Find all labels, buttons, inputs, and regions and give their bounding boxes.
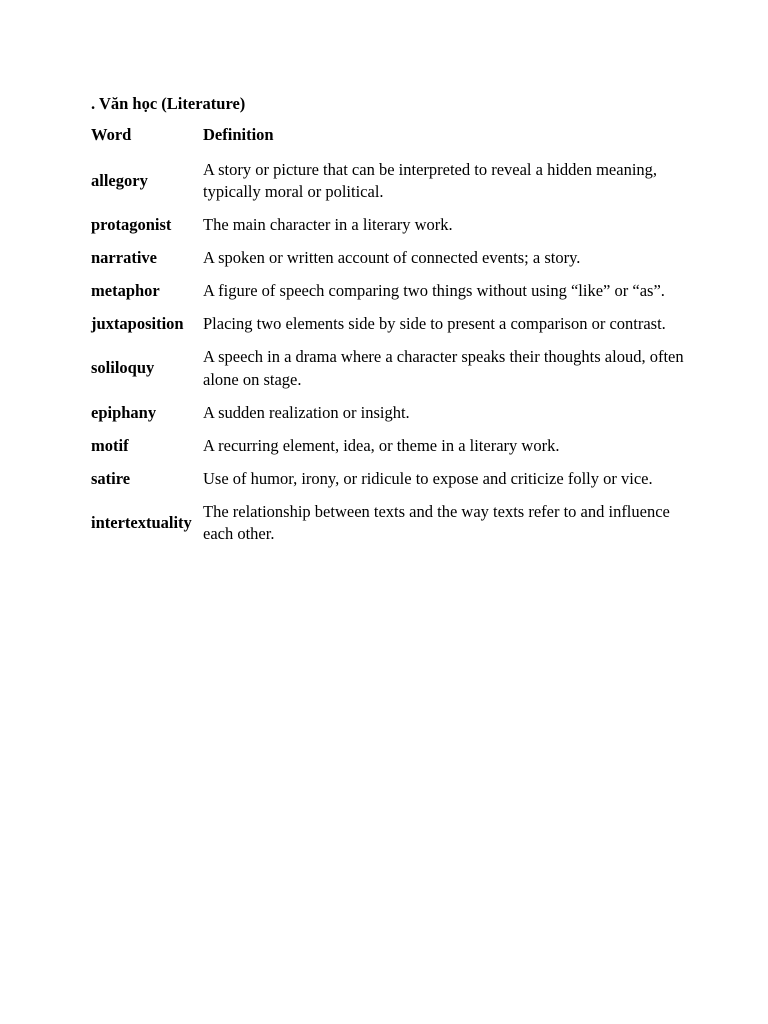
table-row [91, 154, 685, 210]
table-row [91, 496, 685, 552]
table-row [91, 397, 685, 430]
term-definition: Placing two elements side by side to present a comparison or contrast. [203, 314, 666, 333]
term-definition: A story or picture that can be interpreted to reveal a hidden meaning, typically moral or political. [203, 159, 658, 201]
term-definition: Use of humor, irony, or ridicule to expose and criticize folly or vice. [203, 468, 653, 488]
term-word: soliloquy [91, 358, 155, 378]
term-definition: A spoken or written account of connected events; a story. [203, 248, 581, 267]
table-body [91, 154, 685, 552]
document-page [91, 92, 691, 552]
header-definition: Definition [203, 125, 274, 144]
term-word: epiphany [91, 402, 157, 422]
header-word: Word [91, 125, 132, 144]
term-definition: A recurring element, idea, or theme in a literary work. [203, 435, 560, 455]
table-header [91, 122, 685, 154]
term-definition: A figure of speech comparing two things without using “like” or “as”. [203, 281, 665, 300]
term-word: intertextuality [91, 512, 192, 532]
section-title: . Văn học (Literature) [91, 94, 246, 113]
table-row [91, 309, 685, 342]
term-definition: A sudden realization or insight. [203, 402, 410, 422]
term-word: narrative [91, 248, 157, 267]
table-row [91, 342, 685, 398]
table-row [91, 463, 685, 496]
term-word: juxtaposition [91, 314, 184, 333]
table-row [91, 243, 685, 276]
table-row [91, 210, 685, 243]
term-definition: The relationship between texts and the way texts refer to and influence each other. [203, 501, 670, 543]
term-word: satire [91, 468, 131, 488]
term-word: motif [91, 435, 129, 455]
term-word: metaphor [91, 281, 160, 300]
term-definition: A speech in a drama where a character speaks their thoughts aloud, often alone on stage. [203, 347, 684, 389]
table-row [91, 276, 685, 309]
term-word: allegory [91, 170, 148, 190]
term-word: protagonist [91, 215, 172, 234]
header-row [91, 122, 685, 154]
term-definition: The main character in a literary work. [203, 215, 453, 234]
glossary-table [91, 122, 685, 552]
table-row [91, 430, 685, 463]
